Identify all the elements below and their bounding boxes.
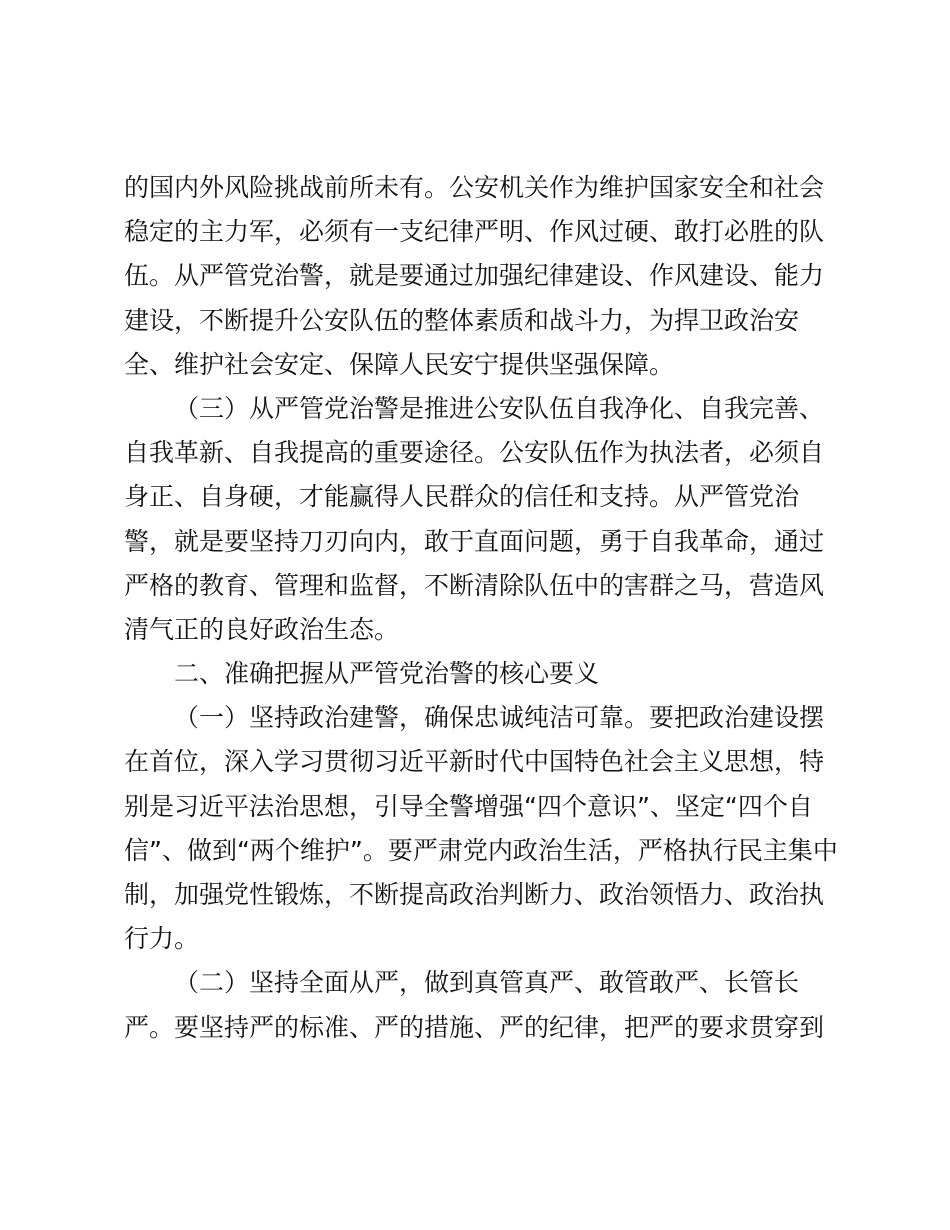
text-line: 建设，不断提升公安队伍的整体素质和战斗力，为捍卫政治安 <box>124 305 800 335</box>
text-line: 身正、自身硬，才能赢得人民群众的信任和支持。从严管党治 <box>124 482 800 512</box>
text-line: 严。要坚持严的标准、严的措施、严的纪律，把严的要求贯穿到 <box>124 1012 825 1042</box>
subsection-heading-2: （二）坚持全面从严，做到真管真严、敢管敢严、长管长 <box>174 968 800 998</box>
text-line: 伍。从严管党治警，就是要通过加强纪律建设、作风建设、能力 <box>124 261 825 291</box>
text-line: 自我革新、自我提高的重要途径。公安队伍作为执法者，必须自 <box>124 438 825 468</box>
text-line: 警，就是要坚持刀刃向内，敢于直面问题，勇于自我革命，通过 <box>124 526 825 556</box>
section-heading-3: （三）从严管党治警是推进公安队伍自我净化、自我完善、 <box>174 393 825 423</box>
document-body <box>124 166 836 1050</box>
subsection-heading-1: （一）坚持政治建警，确保忠诚纯洁可靠。要把政治建设摆 <box>174 703 825 733</box>
text-line: 稳定的主力军，必须有一支纪律严明、作风过硬、敢打必胜的队 <box>124 217 825 247</box>
text-line: 全、维护社会安定、保障人民安宁提供坚强保障。 <box>124 349 675 379</box>
section-title-2: 二、准确把握从严管党治警的核心要义 <box>174 659 600 689</box>
text-line: 别是习近平法治思想，引导全警增强“四个意识”、坚定“四个自 <box>124 791 813 821</box>
text-line: 的国内外风险挑战前所未有。公安机关作为维护国家安全和社会 <box>124 173 825 202</box>
text-line: 行力。 <box>124 924 200 954</box>
text-line: 清气正的良好政治生态。 <box>124 614 400 644</box>
text-line: 在首位，深入学习贯彻习近平新时代中国特色社会主义思想，特 <box>124 747 825 777</box>
text-line: 制，加强党性锻炼，不断提高政治判断力、政治领悟力、政治执 <box>124 880 825 909</box>
text-line: 严格的教育、管理和监督，不断清除队伍中的害群之马，营造风 <box>124 570 825 600</box>
text-line: 信”、做到“两个维护”。要严肃党内政治生活，严格执行民主集中 <box>124 835 838 865</box>
